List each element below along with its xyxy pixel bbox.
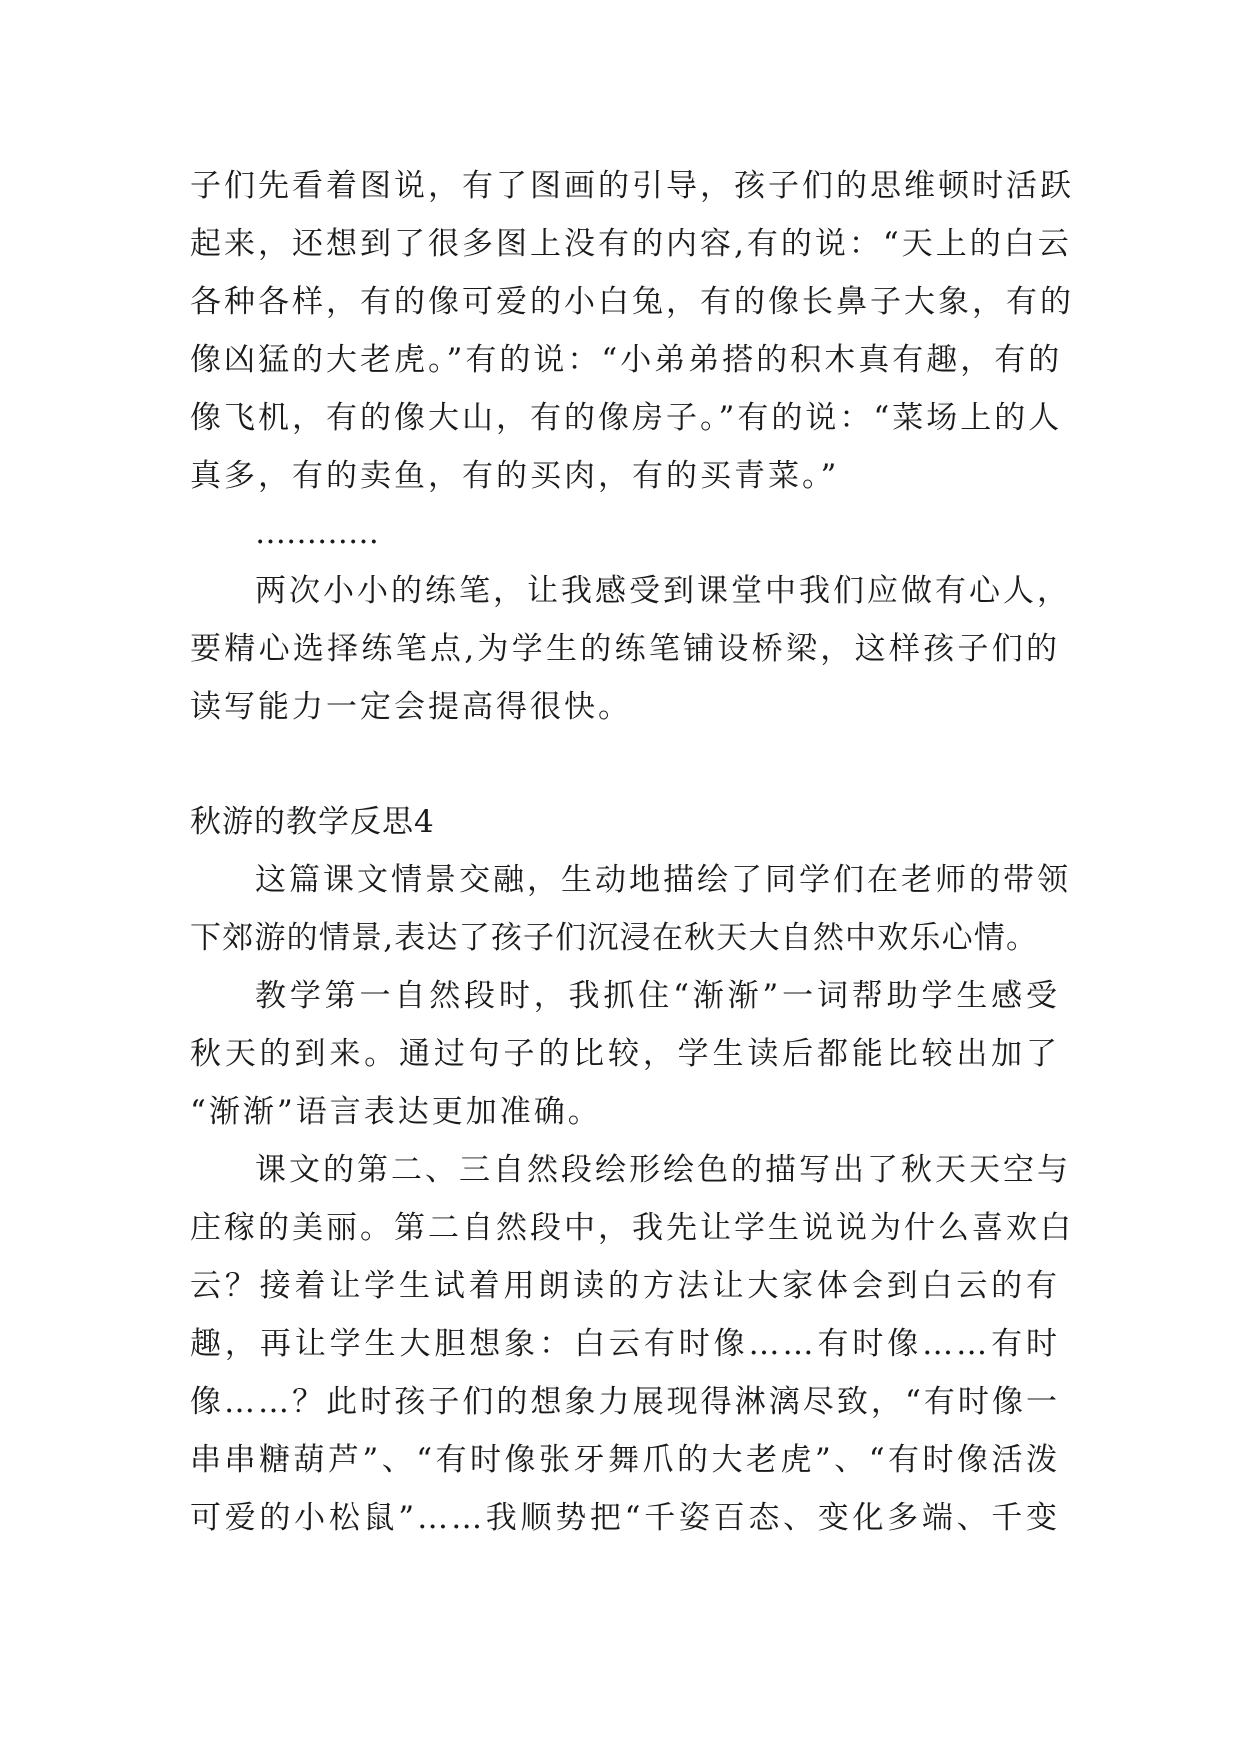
paragraph-line: 庄稼的美丽。第二自然段中，我先让学生说说为什么喜欢白: [190, 1210, 1074, 1246]
paragraph-line: 像……？此时孩子们的想象力展现得淋漓尽致，“有时像一: [190, 1384, 1060, 1420]
paragraph-line: 秋天的到来。通过句子的比较，学生读后都能比较出加了: [190, 1036, 1060, 1072]
paragraph-line: 要精心选择练笔点,为学生的练笔铺设桥梁，这样孩子们的: [190, 631, 1060, 667]
paragraph-line: 可爱的小松鼠”……我顺势把“千姿百态、变化多端、千变: [190, 1500, 1060, 1536]
paragraph-line: 课文的第二、三自然段绘形绘色的描写出了秋天天空与: [255, 1152, 1071, 1188]
section-heading: 秋游的教学反思4: [190, 804, 435, 840]
paragraph-line: 这篇课文情景交融，生动地描绘了同学们在老师的带领: [255, 862, 1071, 898]
paragraph-line: 像飞机，有的像大山，有的像房子。”有的说：“菜场上的人: [190, 400, 1063, 436]
paragraph-line: 两次小小的练笔，让我感受到课堂中我们应做有心人，: [255, 573, 1071, 609]
paragraph-line: 各种各样，有的像可爱的小白兔，有的像长鼻子大象，有的: [190, 284, 1074, 320]
ellipsis-separator: …………: [255, 515, 379, 551]
paragraph-line: 趣，再让学生大胆想象：白云有时像……有时像……有时: [190, 1326, 1060, 1362]
paragraph-line: 串串糖葫芦”、“有时像张牙舞爪的大老虎”、“有时像活泼: [190, 1442, 1060, 1478]
paragraph-line: 读写能力一定会提高得很快。: [190, 689, 632, 725]
paragraph-line: 下郊游的情景,表达了孩子们沉浸在秋天大自然中欢乐心情。: [190, 920, 1039, 956]
paragraph-line: 起来，还想到了很多图上没有的内容,有的说：“天上的白云: [190, 226, 1072, 262]
paragraph-line: 云？接着让学生试着用朗读的方法让大家体会到白云的有: [190, 1268, 1060, 1304]
paragraph-line: 真多，有的卖鱼，有的买肉，有的买青菜。”: [190, 458, 840, 494]
paragraph-line: “渐渐”语言表达更加准确。: [190, 1094, 602, 1130]
paragraph-line: 像凶猛的大老虎。”有的说：“小弟弟搭的积木真有趣，有的: [190, 342, 1063, 378]
paragraph-line: 子们先看着图说，有了图画的引导，孩子们的思维顿时活跃: [190, 168, 1074, 204]
paragraph-line: 教学第一自然段时，我抓住“渐渐”一词帮助学生感受: [255, 978, 1060, 1014]
